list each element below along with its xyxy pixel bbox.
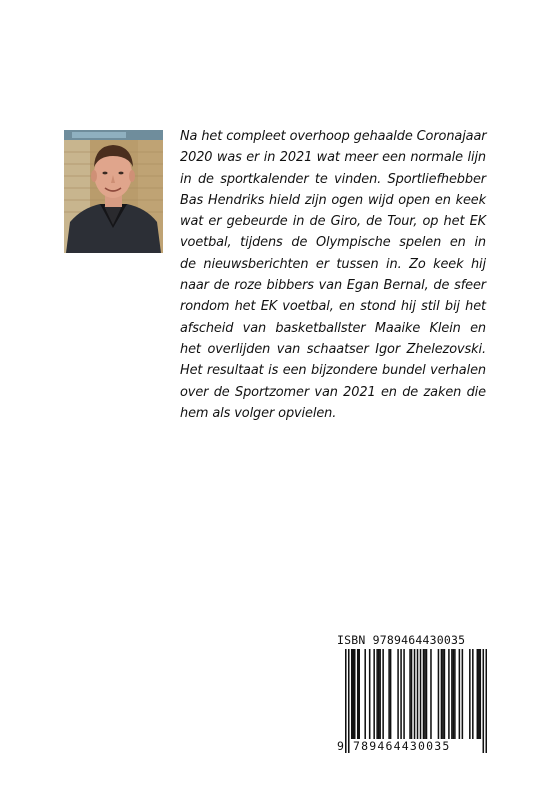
barcode-bar [441, 649, 443, 739]
back-cover-blurb [180, 126, 486, 424]
barcode-bar [403, 649, 405, 739]
barcode-bar [424, 649, 426, 739]
barcode-guard-bar [486, 649, 487, 753]
barcode-bar [379, 649, 381, 739]
barcode-bar [411, 649, 413, 739]
barcode-first-digit: 9 [337, 739, 344, 753]
barcode-bar [444, 649, 446, 739]
barcode-bar [357, 649, 359, 739]
barcode-rest-digits: 789464430035 [353, 739, 451, 753]
barcode-bar [438, 649, 440, 739]
barcode-bar [453, 649, 455, 739]
barcode-bar [397, 649, 399, 739]
barcode-guard-bar [348, 649, 350, 753]
blurb-line: 2020 was er in 2021 wat meer een normale lijn [180, 150, 486, 166]
barcode-bar [364, 649, 366, 739]
barcode-guard-bar [414, 649, 416, 753]
barcode-bar [477, 649, 479, 739]
blurb-line: in de sportkalender te vinden. Sportliefhebber [180, 171, 486, 187]
barcode-guard-bar [483, 649, 485, 753]
blurb-line: Na het compleet overhoop gehaalde Coronajaar [180, 129, 487, 144]
barcode-bar [352, 649, 354, 739]
blurb-line: wat er gebeurde in de Giro, de Tour, op het EK [180, 214, 486, 230]
barcode-bar [390, 649, 392, 739]
barcode-bar [442, 649, 444, 739]
barcode-bar [376, 649, 378, 739]
blurb-line: het overlijden van schaatser Igor Zhelezovski. [180, 341, 486, 357]
blurb-line: de nieuwsberichten er tussen in. Zo keek hij [180, 256, 486, 272]
barcode-bar [459, 649, 461, 739]
barcode-bar [378, 649, 380, 739]
author-photo [64, 130, 163, 253]
barcode-bar [400, 649, 402, 739]
barcode-bar [382, 649, 384, 739]
barcode-digits [337, 739, 490, 753]
barcode-bar [430, 649, 432, 739]
barcode-bar [451, 649, 453, 739]
barcode-bar [351, 649, 353, 739]
barcode-bar [369, 649, 371, 739]
blurb-line: naar de roze bibbers van Egan Bernal, de sfeer [180, 278, 486, 294]
barcode-bars [345, 649, 487, 753]
barcode-guard-bar [417, 649, 419, 753]
barcode-bar [454, 649, 456, 739]
blurb-line: rondom het EK voetbal, en stond hij stil bij het [180, 299, 486, 315]
barcode-bar [409, 649, 411, 739]
barcode-bar [480, 649, 482, 739]
barcode-bar [373, 649, 375, 739]
barcode-bar [462, 649, 464, 739]
blurb-line: hem als volger opvielen. [180, 405, 337, 421]
barcode-bar [478, 649, 480, 739]
barcode-bar [358, 649, 360, 739]
barcode-bar [388, 649, 390, 739]
blurb-line: over de Sportzomer van 2021 en de zaken die [180, 384, 486, 400]
isbn-barcode [337, 633, 490, 753]
blurb-line: voetbal, tijdens de Olympische spelen en in [180, 235, 486, 251]
isbn-label: ISBN 9789464430035 [337, 633, 466, 647]
barcode-bar [448, 649, 450, 739]
barcode-bar [469, 649, 471, 739]
barcode-bar [420, 649, 422, 739]
blurb-line: afscheid van basketballster Maaike Klein en [180, 320, 486, 336]
blurb-line: Het resultaat is een bijzondere bundel verhalen [180, 363, 486, 379]
barcode-bar [472, 649, 474, 739]
barcode-guard-bar [345, 649, 347, 753]
barcode-bar [354, 649, 356, 739]
barcode-bar [423, 649, 425, 739]
barcode-bar [426, 649, 428, 739]
blurb-line: Bas Hendriks hield zijn ogen wijd open en keek [180, 192, 486, 208]
